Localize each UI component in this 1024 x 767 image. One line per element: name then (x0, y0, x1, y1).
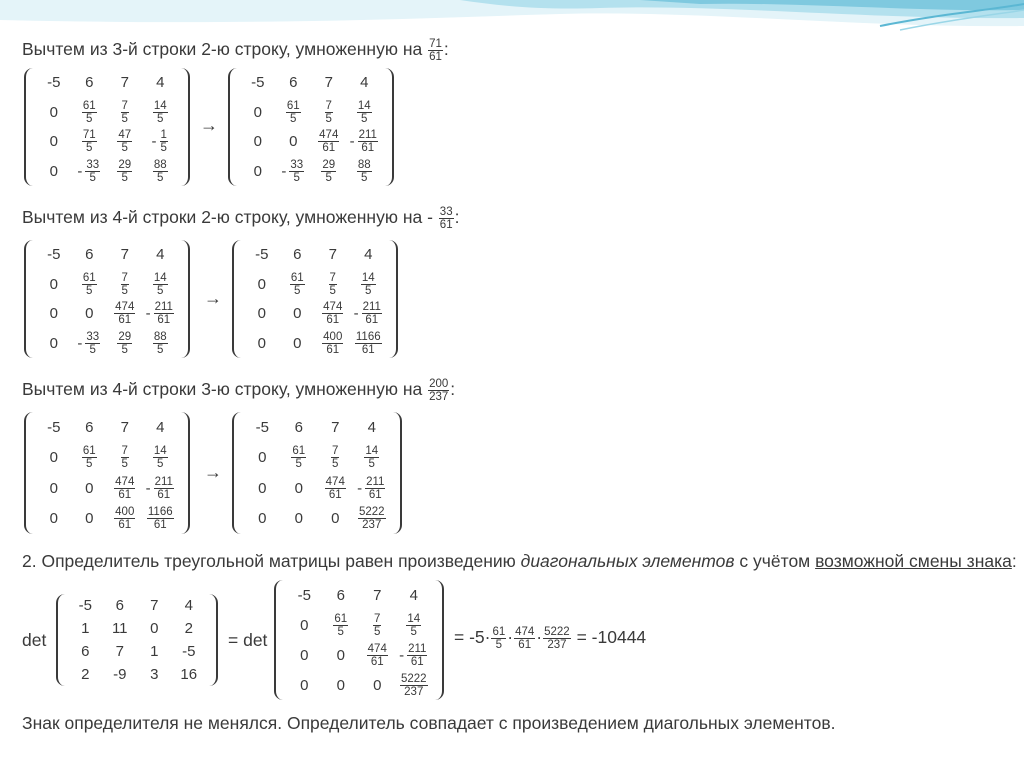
matrix-cell: 29 5 (118, 330, 132, 356)
matrix-cell: 400 61 (323, 330, 343, 356)
matrix-cell: 7 (331, 418, 340, 436)
matrix-cell: 61 5 (290, 271, 304, 297)
matrix-cell: 0 (258, 449, 267, 467)
matrix-cell: 0 (49, 275, 58, 293)
matrix-cell: 474 61 (323, 301, 343, 327)
matrix-cell: - 211 61 (145, 475, 173, 501)
arrow-icon: → (200, 115, 218, 135)
matrix-cell: 4 (360, 74, 369, 92)
matrix-cell: 2 (81, 666, 90, 683)
matrix-cell: 7 5 (121, 445, 128, 471)
matrix-cell: 61 5 (292, 445, 306, 471)
matrix-cell: 16 (180, 666, 198, 683)
matrix-cell: 7 5 (325, 99, 332, 125)
section-3-left-matrix (24, 412, 190, 534)
matrix-cell: 7 (373, 586, 382, 604)
matrix-cell: 0 (253, 103, 262, 121)
matrix-cell: -5 (297, 586, 311, 604)
matrix-cell: 0 (300, 676, 309, 694)
right-bracket (206, 594, 218, 686)
matrix-cell: 0 (373, 676, 382, 694)
matrix-cell: 474 61 (115, 301, 135, 327)
matrix-cell: 6 (336, 586, 345, 604)
section-2-heading: Вычтем из 4-й строки 2-ю строку, умноженную на - $\frac{33}{61}$ : (22, 206, 460, 231)
right-bracket (386, 240, 398, 358)
matrix-cell: 0 (49, 133, 58, 151)
matrix-cell: - 211 61 (357, 475, 385, 501)
matrix-cell: 0 (293, 334, 302, 352)
matrix-cell: 71 5 (82, 129, 96, 155)
matrix-cell: 0 (294, 479, 303, 497)
matrix-cell: 14 5 (365, 445, 379, 471)
matrix-cell: 47 5 (118, 129, 132, 155)
matrix-cell: 0 (85, 510, 94, 528)
matrix-cell: 0 (253, 162, 262, 180)
right-bracket (432, 580, 444, 700)
matrix-cell: 0 (49, 479, 58, 497)
matrix-cell: 7 (120, 74, 129, 92)
matrix-cell: 6 (294, 418, 303, 436)
matrix-cell: -9 (113, 666, 127, 683)
matrix-cell: 0 (289, 133, 298, 151)
matrix-cell: - 33 5 (77, 330, 100, 356)
matrix-cell: 6 (85, 418, 94, 436)
matrix-cell: 7 (328, 246, 337, 264)
section-3-heading: Вычтем из 4-й строки 3-ю строку, умноженную на $\frac{200}{237}$ : (22, 378, 456, 403)
matrix-cell: 61 5 (82, 271, 96, 297)
triangular-matrix (274, 580, 444, 700)
matrix-cell: -5 (255, 246, 269, 264)
conclusion-text: Знак определителя не менялся. Определитель совпадает с произведением диагольных элементов. (22, 713, 836, 733)
right-bracket (178, 240, 190, 358)
matrix-cell: -5 (47, 74, 61, 92)
matrix-cell: 0 (300, 646, 309, 664)
matrix-cell: 7 5 (332, 445, 339, 471)
matrix-cell: 0 (49, 334, 58, 352)
matrix-cell: 5222 237 (400, 672, 427, 698)
matrix-cell: 61 5 (82, 445, 96, 471)
left-bracket (24, 412, 36, 534)
matrix-cell: 29 5 (118, 158, 132, 184)
matrix-cell: 0 (49, 103, 58, 121)
matrix-cell: - 33 5 (281, 158, 304, 184)
matrix-cell: 0 (258, 510, 267, 528)
original-matrix (56, 594, 218, 686)
matrix-cell: 400 61 (115, 506, 135, 532)
matrix-cell: 88 5 (153, 158, 167, 184)
matrix-cell: 0 (258, 479, 267, 497)
equals-det-label: = det (228, 630, 268, 650)
matrix-cell: 1166 61 (355, 330, 381, 356)
left-bracket (24, 68, 36, 186)
matrix-cell: 474 61 (367, 642, 387, 668)
matrix-cell: 0 (257, 275, 266, 293)
right-bracket (178, 68, 190, 186)
left-bracket (232, 240, 244, 358)
matrix-cell: -5 (255, 418, 269, 436)
matrix-cell: 11 (111, 620, 128, 637)
matrix-cell: 0 (150, 620, 159, 637)
matrix-cell: - 33 5 (77, 158, 100, 184)
matrix-cell: 14 5 (361, 271, 375, 297)
matrix-cell: 7 5 (121, 271, 128, 297)
left-bracket (274, 580, 286, 700)
matrix-cell: 14 5 (153, 445, 167, 471)
matrix-cell: 7 5 (329, 271, 336, 297)
right-bracket (178, 412, 190, 534)
right-bracket (382, 68, 394, 186)
matrix-cell: 14 5 (153, 271, 167, 297)
matrix-cell: 5222 237 (358, 506, 385, 532)
matrix-cell: 7 (115, 643, 124, 660)
matrix-cell: 1166 61 (147, 506, 173, 532)
matrix-cell: - 211 61 (399, 642, 427, 668)
matrix-cell: 7 (150, 597, 159, 614)
matrix-cell: 0 (331, 510, 340, 528)
matrix-cell: 4 (184, 597, 193, 614)
matrix-cell: 0 (336, 676, 345, 694)
matrix-cell: 7 (120, 418, 129, 436)
arrow-icon: → (204, 462, 222, 482)
matrix-cell: 6 (289, 74, 298, 92)
matrix-cell: -5 (251, 74, 265, 92)
determinant-product: = -5· $\frac{61}{5}$ · $\frac{474}{61}$ · $\frac{5222}{237}$ = -10444 (454, 626, 647, 651)
matrix-cell: 0 (49, 449, 58, 467)
matrix-cell: 6 (81, 643, 90, 660)
matrix-cell: - 211 61 (145, 301, 173, 327)
matrix-cell: -5 (78, 597, 92, 614)
matrix-cell: 0 (336, 646, 345, 664)
matrix-cell: 4 (156, 418, 165, 436)
section-1-right-matrix (228, 68, 394, 186)
matrix-cell: 0 (49, 305, 58, 323)
matrix-cell: 0 (294, 510, 303, 528)
matrix-cell: 4 (156, 74, 165, 92)
matrix-cell: 6 (293, 246, 302, 264)
left-bracket (24, 240, 36, 358)
matrix-cell: 0 (49, 162, 58, 180)
matrix-cell: - 1 5 (151, 129, 167, 155)
matrix-cell: 61 5 (286, 99, 300, 125)
section-3-right-matrix (232, 412, 402, 534)
matrix-cell: 0 (257, 305, 266, 323)
left-bracket (232, 412, 244, 534)
matrix-cell: 4 (409, 586, 418, 604)
section-2-right-matrix (232, 240, 398, 358)
section-2-left-matrix (24, 240, 190, 358)
matrix-cell: 2 (184, 620, 193, 637)
matrix-cell: 7 (324, 74, 333, 92)
matrix-cell: 6 (85, 246, 94, 264)
right-bracket (390, 412, 402, 534)
det-label: det (22, 630, 47, 650)
arrow-icon: → (204, 288, 222, 308)
matrix-cell: -5 (47, 246, 61, 264)
matrix-cell: 1 (81, 620, 90, 637)
matrix-cell: 474 61 (319, 129, 339, 155)
matrix-cell: - 211 61 (353, 301, 381, 327)
matrix-cell: 6 (85, 74, 94, 92)
step-2-statement: 2. Определитель треугольной матрицы равен произведению диагональных элементов с учётом возможной смены знака: (22, 551, 1017, 571)
matrix-cell: 88 5 (153, 330, 167, 356)
matrix-cell: 0 (49, 510, 58, 528)
matrix-cell: 4 (367, 418, 376, 436)
matrix-cell: 14 5 (153, 99, 167, 125)
matrix-cell: 61 5 (82, 99, 96, 125)
matrix-cell: 4 (156, 246, 165, 264)
matrix-cell: 4 (364, 246, 373, 264)
matrix-cell: 61 5 (334, 612, 348, 638)
matrix-cell: 14 5 (407, 612, 421, 638)
matrix-cell: -5 (47, 418, 61, 436)
matrix-cell: 0 (85, 305, 94, 323)
matrix-cell: 474 61 (115, 475, 135, 501)
matrix-cell: 0 (85, 479, 94, 497)
matrix-cell: 14 5 (357, 99, 371, 125)
matrix-cell: 88 5 (357, 158, 371, 184)
matrix-cell: 0 (257, 334, 266, 352)
matrix-cell: 6 (115, 597, 124, 614)
matrix-cell: 29 5 (322, 158, 336, 184)
left-bracket (56, 594, 68, 686)
matrix-cell: 0 (253, 133, 262, 151)
matrix-cell: - 211 61 (349, 129, 377, 155)
matrix-cell: 0 (293, 305, 302, 323)
section-1-heading: Вычтем из 3-й строки 2-ю строку, умноженную на $\frac{71}{61}$ : (22, 38, 449, 63)
matrix-cell: 0 (300, 616, 309, 634)
matrix-cell: 1 (150, 643, 159, 660)
matrix-cell: 7 5 (121, 99, 128, 125)
section-1-left-matrix (24, 68, 190, 186)
matrix-cell: -5 (182, 643, 196, 660)
matrix-cell: 7 (120, 246, 129, 264)
matrix-cell: 7 5 (374, 612, 381, 638)
matrix-cell: 3 (150, 666, 159, 683)
left-bracket (228, 68, 240, 186)
matrix-cell: 474 61 (325, 475, 345, 501)
